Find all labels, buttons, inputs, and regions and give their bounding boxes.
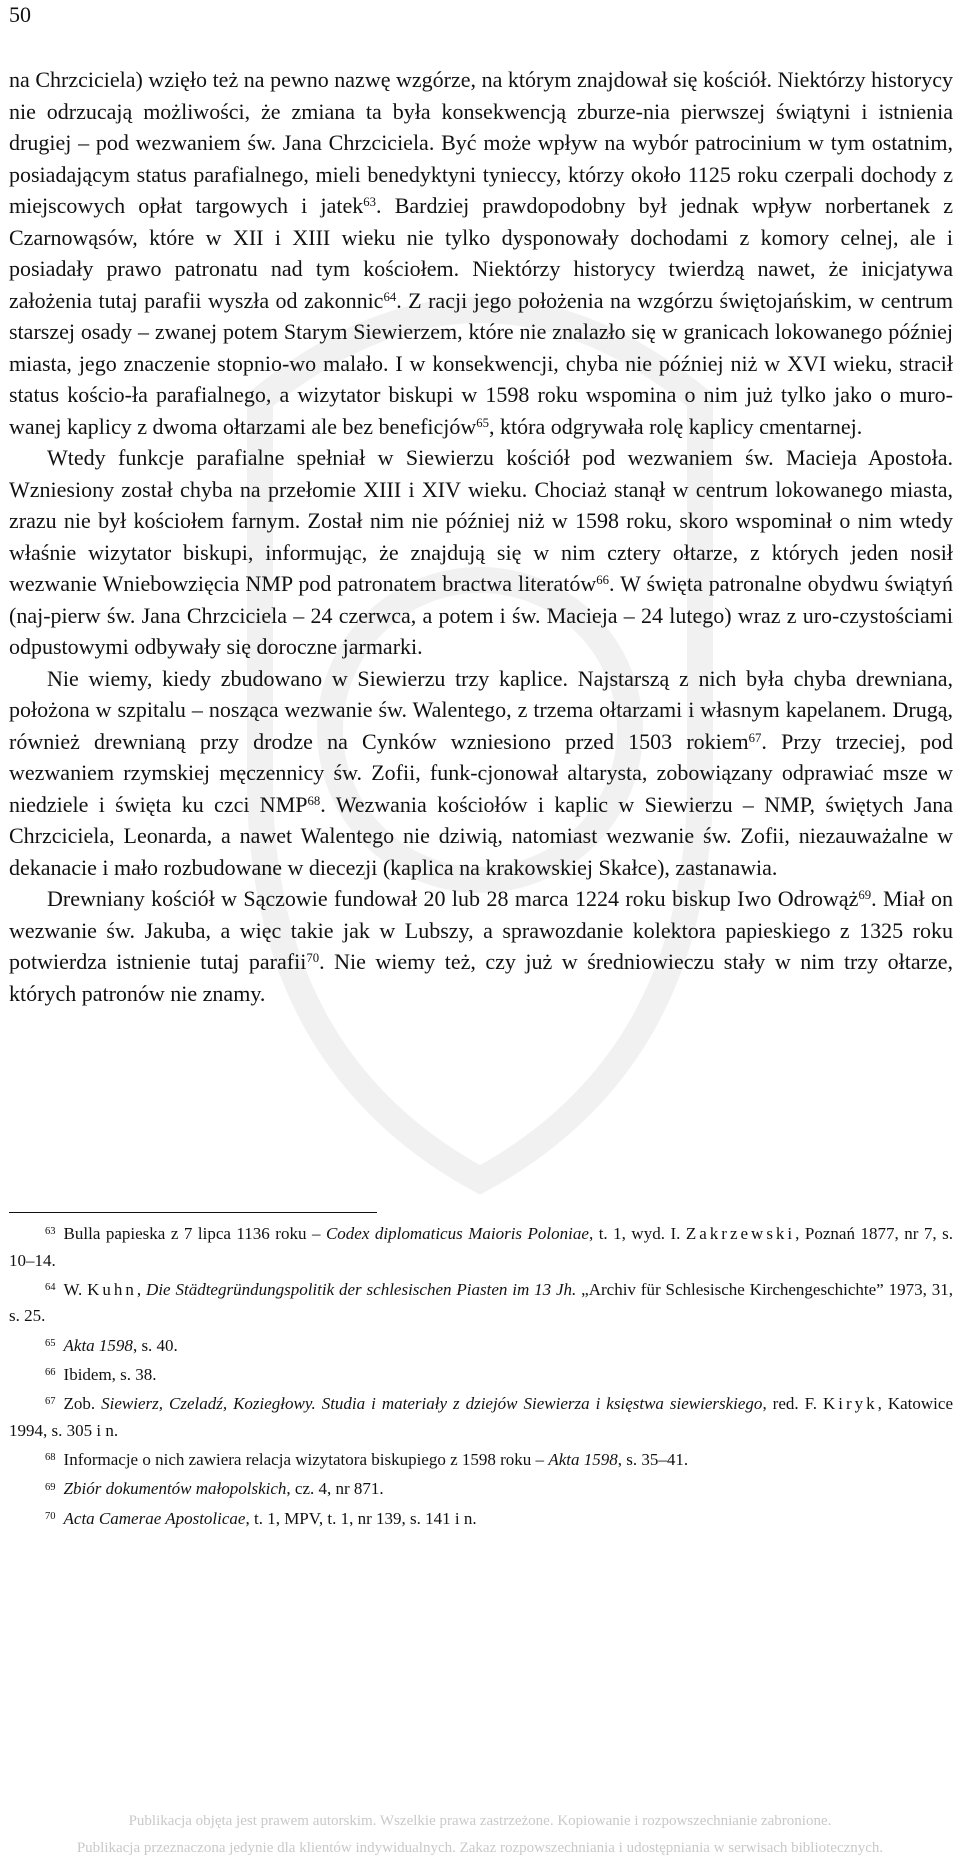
footnote-65: $^{65}$ Akta 1598, s. 40.	[45, 1335, 178, 1355]
body-paragraph: Drewniany kościół w Sączowie fundował 20 lub 28 marca 1224 roku biskup Iwo Odrowąż$^{69}$. Miał on wezwanie św. Jakuba, a więc takie jak w Lubszy, a sprawozdanie kolektora papieskiego z 1325 roku potwierdza istnienie tutaj parafii$^{70}$. Nie wiemy też, czy już w średniowieczu stały w nim trzy ołtarze, których patronów nie znamy.	[9, 886, 953, 1006]
footnote-ref: 67	[748, 730, 762, 745]
main-text	[9, 64, 953, 1009]
copyright-notice-line: Publikacja objęta jest prawem autorskim. Wszelkie prawa zastrzeżone. Kopiowanie i rozpowszechnianie zabronione.	[128, 1813, 832, 1829]
body-paragraph: Wtedy funkcje parafialne spełniał w Siewierzu kościół pod wezwaniem św. Macieja Apostoła. Wzniesiony został chyba na przełomie XIII i XIV wieku. Chociaż stanął w centrum lokowanego miasta, zrazu nie był kościołem farnym. Został nim nie później niż w 1598 roku, skoro wspominał o nim wtedy właśnie wizytator biskupi, informując, że znajdują się w nim cztery ołtarze, z których jeden nosił wezwanie Wniebowzięcia NMP pod patronatem bractwa literatów$^{66}$. W święta patronalne obydwu świątyń (naj-pierw św. Jana Chrzciciela – 24 czerwca, a potem i św. Macieja – 24 lutego) wraz z uro-czystościami odpustowymi odbywały się doroczne jarmarki.	[9, 445, 954, 659]
body-paragraph: na Chrzciciela) wzięło też na pewno nazwę wzgórze, na którym znajdował się kościół. Niektórzy historycy nie odrzucają możliwości, że zmiana ta była konsekwencją zburze-nia pierwszej świątyni i istnienia drugiej – pod wezwaniem św. Jana Chrzciciela. Być może wpływ na wybór patrocinium w tym ostatnim, posiadającym status parafialnego, mieli benedyktyni tynieccy, którzy około 1125 roku czerpali dochody z miejscowych opłat targowych i jatek$^{63}$. Bardziej prawdopodobny był jednak wpływ norbertanek z Czarnowąsów, które w XII i XIII wieku nie tylko dysponowały dochodami z komory celnej, ale i posiadały prawo patronatu nad tym kościołem. Niektórzy historycy twierdzą nawet, że inicjatywa założenia tutaj parafii wyszła od zakonnic$^{64}$. Z racji jego położenia na wzgórzu świętojańskim, w centrum starszej osady – zwanej potem Starym Siewierzem, które nie znalazło się w granicach lokowanego później miasta, jego znaczenie stopnio-wo malało. I w konsekwencji, chyba nie później niż w XVI wieku, stracił status kościo-ła parafialnego, a wizytator biskupi w 1598 roku wspomina o nim już tylko jako o muro-wanej kaplicy z dwoma ołtarzami ale bez beneficjów$^{65}$, która odgrywała rolę kaplicy cmentarnej.	[9, 67, 953, 439]
footnote-64: $^{64}$ W. Kuhn, Die Städtegründungspolitik der schlesischen Piasten im 13 Jh. „Archiv für Schlesische Kirchengeschichte” 1973, 31, s. 25.	[9, 1279, 953, 1326]
footnote-63: $^{63}$ Bulla papieska z 7 lipca 1136 roku – Codex diplomaticus Maioris Poloniae, t. 1, wyd. I. Zakrzewski, Poznań 1877, nr 7, s. 10–14.	[9, 1224, 953, 1270]
body-paragraph: Nie wiemy, kiedy zbudowano w Siewierzu trzy kaplice. Najstarszą z nich była chyba drewniana, położona w szpitalu – nosząca wezwanie św. Walentego, z trzema ołtarzami i własnym kapelanem. Drugą, również drewnianą przy drodze na Cynków wzniesiono przed 1503 rokiem$^{67}$. Przy trzeciej, pod wezwaniem rzymskiej męczennicy św. Zofii, funk-cjonował altarysta, zobowiązany odprawiać msze w niedziele i święta ku czci NMP$^{68}$. Wezwania kościołów i kaplic w Siewierzu – NMP, świętych Jana Chrzciciela, Leonarda, a nawet Walentego nie dziwią, natomiast wezwanie św. Zofii, niezauważalne w dekanacie i mało rozbudowane w diecezji (kaplica na krakowskiej Skałce), zastanawia.	[9, 665, 953, 880]
copyright-notice-line: Publikacja przeznaczona jedynie dla klientów indywidualnych. Zakaz rozpowszechniania i udostępniania w serwisach bibliotecznych.	[76, 1840, 884, 1856]
footnotes	[9, 1221, 953, 1535]
copyright-notice	[0, 1808, 960, 1862]
footnote-ref: 66	[596, 572, 609, 587]
footnote-ref: 63	[363, 194, 377, 209]
footnote-separator	[9, 1212, 377, 1213]
footnote-66: $^{66}$ Ibidem, s. 38.	[45, 1364, 157, 1384]
page-number: 50	[9, 2, 31, 27]
footnote-68: $^{68}$ Informacje o nich zawiera relacja wizytatora biskupiego z 1598 roku – Akta 1598, s. 35–41.	[45, 1449, 689, 1469]
footnote-ref: 68	[307, 793, 321, 808]
footnote-70: $^{70}$ Acta Camerae Apostolicae, t. 1, MPV, t. 1, nr 139, s. 141 i n.	[45, 1508, 477, 1528]
footnote-ref: 70	[306, 950, 320, 965]
footnote-ref: 64	[383, 289, 397, 304]
footnote-67: $^{67}$ Zob. Siewierz, Czeladź, Koziegłowy. Studia i materiały z dziejów Siewierza i księstwa siewierskiego, red. F. Kiryk, Katowice 1994, s. 305 i n.	[9, 1394, 953, 1440]
footnote-ref: 69	[858, 887, 872, 902]
footnote-69: $^{69}$ Zbiór dokumentów małopolskich, cz. 4, nr 871.	[45, 1479, 384, 1499]
footnote-ref: 65	[476, 415, 490, 430]
